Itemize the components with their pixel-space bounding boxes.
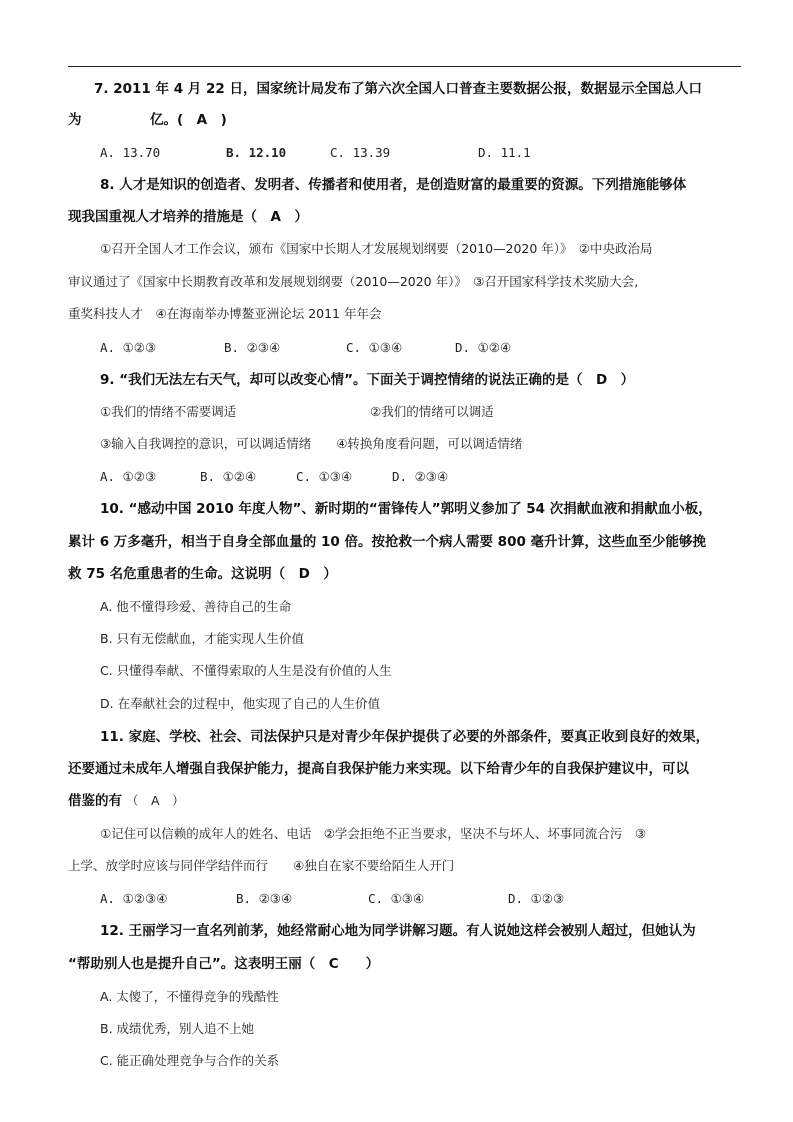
q8-line2: 现我国重视人才培养的措施是（ A ） — [68, 209, 308, 225]
q11-option-c: C. ①③④ — [368, 891, 425, 906]
q8-statement-3: 重奖科技人才 ④在海南举办博鳌亚洲论坛 2011 年年会 — [68, 306, 382, 321]
q11-statement-2: 上学、放学时应该与同伴学结伴而行 ④独自在家不要给陌生人开门 — [68, 858, 455, 873]
q9-statement-2: ③输入自我调控的意识，可以调适情绪 ④转换角度看问题，可以调适情绪 — [100, 436, 523, 451]
q12-option-a: A. 太傻了，不懂得竞争的残酷性 — [100, 989, 279, 1004]
q7-option-a: A. 13.70 — [100, 145, 161, 160]
q7-option-d: D. 11.1 — [478, 145, 531, 160]
q12-option-b: B. 成绩优秀，别人追不上她 — [100, 1021, 255, 1036]
q12-line1: 12. 王丽学习一直名列前茅，她经常耐心地为同学讲解习题。有人说她这样会被别人超过，但她认为 — [100, 923, 696, 939]
q9-option-c: C. ①③④ — [296, 469, 353, 484]
q8-option-c: C. ①③④ — [346, 340, 403, 355]
q9-line1: 9. “我们无法左右天气，却可以改变心情”。下面关于调控情绪的说法正确的是（ D ） — [100, 372, 635, 388]
q8-option-b: B. ②③④ — [224, 340, 281, 355]
q7-option-b: B. 12.10 — [226, 145, 287, 160]
q12-option-c: C. 能正确处理竞争与合作的关系 — [100, 1053, 280, 1068]
q11-line1: 11. 家庭、学校、社会、司法保护只是对青少年保护提供了必要的外部条件，要真正收到良好的效果， — [100, 729, 710, 745]
q11-option-d: D. ①②③ — [508, 891, 565, 906]
q7-line2-end: 亿。( A ) — [150, 112, 227, 128]
q7-line2-start: 为 — [68, 112, 82, 128]
q7-line1: 7. 2011 年 4 月 22 日，国家统计局发布了第六次全国人口普查主要数据公报，数据显示全国总人口 — [94, 81, 702, 97]
q10-line3: 救 75 名危重患者的生命。这说明（ D ） — [68, 566, 337, 582]
q8-option-d: D. ①②④ — [455, 340, 512, 355]
q9-option-d: D. ②③④ — [392, 469, 449, 484]
q9-option-b: B. ①②④ — [200, 469, 257, 484]
q8-line1: 8. 人才是知识的创造者、发明者、传播者和使用者，是创造财富的最重要的资源。下列措施能够体 — [100, 177, 687, 193]
header-rule — [68, 66, 741, 67]
q9-statement-1a: ①我们的情绪不需要调适 — [100, 404, 237, 419]
q9-option-a: A. ①②③ — [100, 469, 157, 484]
q11-answer: （ A ） — [126, 793, 185, 808]
q11-statement-1: ①记住可以信赖的成年人的姓名、电话 ②学会拒绝不正当要求，坚决不与坏人、坏事同流合污 ③ — [100, 826, 647, 841]
q7-option-c: C. 13.39 — [330, 145, 391, 160]
q10-option-d: D. 在奉献社会的过程中，他实现了自己的人生价值 — [100, 696, 381, 711]
q8-statement-1: ①召开全国人才工作会议，颁布《国家中长期人才发展规划纲要（2010—2020 年）》 ②中央政治局 — [100, 241, 653, 256]
q10-option-c: C. 只懂得奉献、不懂得索取的人生是没有价值的人生 — [100, 663, 392, 678]
q10-option-b: B. 只有无偿献血，才能实现人生价值 — [100, 631, 305, 646]
q11-line2: 还要通过未成年人增强自我保护能力，提高自我保护能力来实现。以下给青少年的自我保护建议中，可以 — [68, 761, 689, 777]
q8-option-a: A. ①②③ — [100, 340, 157, 355]
q10-option-a: A. 他不懂得珍爱、善待自己的生命 — [100, 599, 292, 614]
q9-statement-1b: ②我们的情绪可以调适 — [370, 404, 494, 419]
q12-line2: “帮助别人也是提升自己”。这表明王丽（ C ） — [68, 956, 380, 972]
q11-option-a: A. ①②③④ — [100, 891, 168, 906]
q10-line1: 10. “感动中国 2010 年度人物”、新时期的“雷锋传人”郭明义参加了 54 次捐献血液和捐献血小板， — [100, 501, 712, 517]
q8-statement-2: 审议通过了《国家中长期教育改革和发展规划纲要（2010—2020 年）》 ③召开国家科学技术奖励大会, — [68, 274, 639, 289]
q10-line2: 累计 6 万多毫升，相当于自身全部血量的 10 倍。按抢救一个病人需要 800 毫升计算，这些血至少能够挽 — [68, 534, 707, 550]
q11-line3: 借鉴的有 — [68, 793, 122, 809]
q11-option-b: B. ②③④ — [236, 891, 293, 906]
